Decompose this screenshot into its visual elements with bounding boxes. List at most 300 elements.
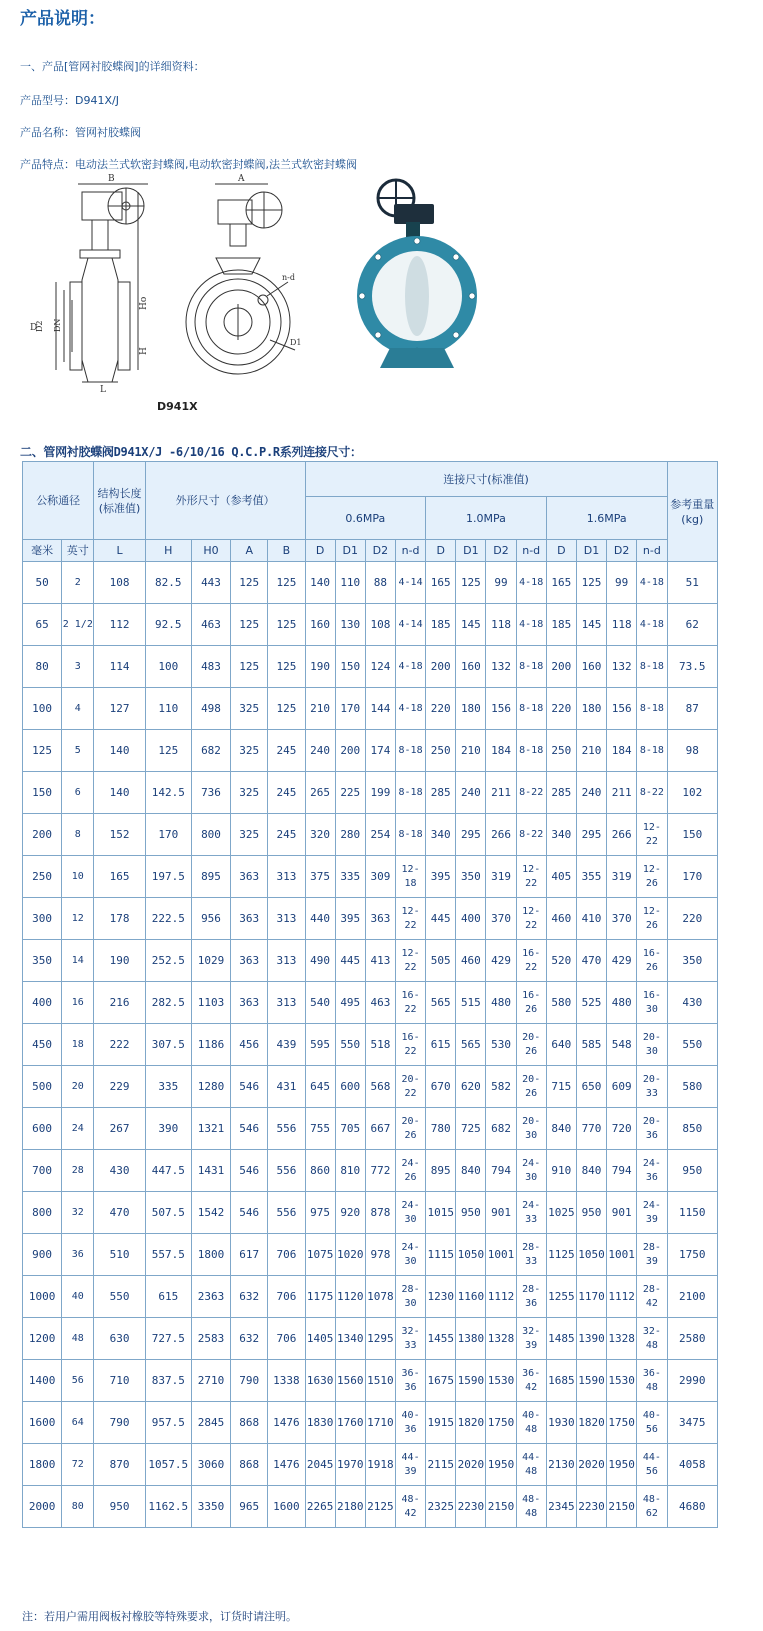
- table-cell: 82.5: [145, 562, 191, 604]
- header-reference-weight: 参考重量(kg): [667, 462, 717, 562]
- table-cell: 28-36: [516, 1276, 546, 1318]
- table-cell: 28-42: [637, 1276, 667, 1318]
- table-cell: 1750: [607, 1402, 637, 1444]
- table-cell: 178: [94, 898, 145, 940]
- table-cell: 546: [231, 1150, 268, 1192]
- table-cell: 20-22: [395, 1066, 425, 1108]
- table-cell: 350: [456, 856, 486, 898]
- valve-technical-drawing: [20, 170, 320, 400]
- table-cell: 794: [486, 1150, 516, 1192]
- table-cell: 950: [667, 1150, 717, 1192]
- table-cell: 197.5: [145, 856, 191, 898]
- table-row: [23, 1150, 718, 1192]
- table-cell: 1295: [365, 1318, 395, 1360]
- table-cell: 24-39: [637, 1192, 667, 1234]
- table-cell: 390: [145, 1108, 191, 1150]
- table-cell: 1950: [607, 1444, 637, 1486]
- table-cell: 325: [231, 814, 268, 856]
- table-cell: 736: [191, 772, 230, 814]
- intro-title: 一、产品[管网衬胶蝶阀]的详细资料：: [20, 60, 205, 73]
- table-cell: 772: [365, 1150, 395, 1192]
- table-cell: 1476: [268, 1402, 305, 1444]
- table-cell: 56: [62, 1360, 94, 1402]
- table-cell: 200: [426, 646, 456, 688]
- table-cell: 12-22: [637, 814, 667, 856]
- header-outer-dimensions: 外形尺寸（参考值）: [145, 462, 305, 540]
- table-cell: 1710: [365, 1402, 395, 1444]
- table-cell: 51: [667, 562, 717, 604]
- table-cell: 463: [191, 604, 230, 646]
- table-cell: 870: [94, 1444, 145, 1486]
- table-cell: 430: [94, 1150, 145, 1192]
- table-cell: 20: [62, 1066, 94, 1108]
- table-cell: 350: [667, 940, 717, 982]
- table-cell: 1915: [426, 1402, 456, 1444]
- table-cell: 140: [305, 562, 335, 604]
- table-cell: 460: [546, 898, 576, 940]
- table-cell: 252.5: [145, 940, 191, 982]
- table-cell: 174: [365, 730, 395, 772]
- table-cell: 80: [62, 1486, 94, 1528]
- table-cell: 1162.5: [145, 1486, 191, 1528]
- table-cell: 975: [305, 1192, 335, 1234]
- table-cell: 16-26: [516, 982, 546, 1024]
- subheader-cell: A: [231, 540, 268, 562]
- header-nominal-size: 公称通径: [23, 462, 94, 540]
- table-cell: 8-18: [637, 730, 667, 772]
- table-cell: 309: [365, 856, 395, 898]
- table-cell: 160: [576, 646, 606, 688]
- table-cell: 44-48: [516, 1444, 546, 1486]
- table-cell: 480: [486, 982, 516, 1024]
- table-cell: 2045: [305, 1444, 335, 1486]
- table-cell: 36: [62, 1234, 94, 1276]
- table-cell: 210: [576, 730, 606, 772]
- table-cell: 650: [576, 1066, 606, 1108]
- table-cell: 210: [456, 730, 486, 772]
- table-cell: 8-22: [637, 772, 667, 814]
- table-cell: 125: [456, 562, 486, 604]
- table-cell: 108: [365, 604, 395, 646]
- table-cell: 125: [145, 730, 191, 772]
- table-cell: 110: [145, 688, 191, 730]
- table-cell: 1150: [667, 1192, 717, 1234]
- table-cell: 285: [546, 772, 576, 814]
- table-row: [23, 562, 718, 604]
- table-cell: 100: [145, 646, 191, 688]
- table-cell: 100: [23, 688, 62, 730]
- table-cell: 1820: [456, 1402, 486, 1444]
- table-cell: 12-22: [395, 898, 425, 940]
- table-cell: 1800: [191, 1234, 230, 1276]
- table-cell: 1600: [23, 1402, 62, 1444]
- table-cell: 88: [365, 562, 395, 604]
- table-cell: 1125: [546, 1234, 576, 1276]
- table-cell: 145: [576, 604, 606, 646]
- table-cell: 430: [667, 982, 717, 1024]
- table-cell: 790: [94, 1402, 145, 1444]
- table-cell: 184: [486, 730, 516, 772]
- table-cell: 125: [268, 562, 305, 604]
- table-cell: 617: [231, 1234, 268, 1276]
- table-row: [23, 1402, 718, 1444]
- table-cell: 443: [191, 562, 230, 604]
- table-cell: 190: [305, 646, 335, 688]
- table-cell: 363: [365, 898, 395, 940]
- table-cell: 14: [62, 940, 94, 982]
- table-cell: 8-18: [395, 814, 425, 856]
- table-cell: 1590: [576, 1360, 606, 1402]
- table-cell: 800: [191, 814, 230, 856]
- table-cell: 950: [576, 1192, 606, 1234]
- table-cell: 2265: [305, 1486, 335, 1528]
- table-cell: 700: [23, 1150, 62, 1192]
- table-cell: 1431: [191, 1150, 230, 1192]
- table-cell: 165: [94, 856, 145, 898]
- table-cell: 395: [426, 856, 456, 898]
- table-cell: 632: [231, 1318, 268, 1360]
- table-cell: 706: [268, 1276, 305, 1318]
- table-cell: 36-36: [395, 1360, 425, 1402]
- table-cell: 250: [546, 730, 576, 772]
- table-cell: 565: [426, 982, 456, 1024]
- table-cell: 245: [268, 772, 305, 814]
- table-cell: 350: [23, 940, 62, 982]
- dim-l: L: [100, 385, 106, 395]
- table-cell: 80: [23, 646, 62, 688]
- table-cell: 1280: [191, 1066, 230, 1108]
- table-cell: 125: [576, 562, 606, 604]
- table-cell: 957.5: [145, 1402, 191, 1444]
- table-cell: 1405: [305, 1318, 335, 1360]
- table-cell: 1970: [335, 1444, 365, 1486]
- table-cell: 3060: [191, 1444, 230, 1486]
- table-cell: 2710: [191, 1360, 230, 1402]
- table-cell: 48-62: [637, 1486, 667, 1528]
- table-cell: 16-22: [395, 982, 425, 1024]
- table-cell: 240: [456, 772, 486, 814]
- subheader-cell: L: [94, 540, 145, 562]
- table-cell: 1510: [365, 1360, 395, 1402]
- table-cell: 837.5: [145, 1360, 191, 1402]
- table-cell: 295: [456, 814, 486, 856]
- table-cell: 118: [607, 604, 637, 646]
- table-cell: 222: [94, 1024, 145, 1066]
- subheader-cell: D: [546, 540, 576, 562]
- table-cell: 2150: [486, 1486, 516, 1528]
- table-cell: 850: [667, 1108, 717, 1150]
- table-cell: 220: [667, 898, 717, 940]
- table-cell: 170: [145, 814, 191, 856]
- table-cell: 1321: [191, 1108, 230, 1150]
- table-cell: 1103: [191, 982, 230, 1024]
- table-cell: 40-48: [516, 1402, 546, 1444]
- table-cell: 87: [667, 688, 717, 730]
- table-cell: 185: [546, 604, 576, 646]
- table-cell: 1112: [607, 1276, 637, 1318]
- table-cell: 580: [667, 1066, 717, 1108]
- table-cell: 3475: [667, 1402, 717, 1444]
- table-cell: 645: [305, 1066, 335, 1108]
- table-row: [23, 730, 718, 772]
- table-row: [23, 982, 718, 1024]
- product-name: 产品名称：管网衬胶蝶阀: [20, 126, 141, 139]
- table-cell: 546: [231, 1192, 268, 1234]
- table-cell: 770: [576, 1108, 606, 1150]
- subheader-cell: D2: [607, 540, 637, 562]
- table-cell: 200: [546, 646, 576, 688]
- table-cell: 518: [365, 1024, 395, 1066]
- table-cell: 1930: [546, 1402, 576, 1444]
- table-cell: 2230: [456, 1486, 486, 1528]
- table-cell: 1380: [456, 1318, 486, 1360]
- subheader-cell: D1: [456, 540, 486, 562]
- table-row: [23, 1066, 718, 1108]
- table-cell: 1328: [486, 1318, 516, 1360]
- table-cell: 1340: [335, 1318, 365, 1360]
- table-cell: 8: [62, 814, 94, 856]
- table-cell: 16-22: [395, 1024, 425, 1066]
- subheader-cell: n-d: [516, 540, 546, 562]
- table-cell: 900: [23, 1234, 62, 1276]
- table-cell: 48-48: [516, 1486, 546, 1528]
- table-cell: 2580: [667, 1318, 717, 1360]
- table-cell: 630: [94, 1318, 145, 1360]
- table-cell: 48: [62, 1318, 94, 1360]
- table-cell: 600: [335, 1066, 365, 1108]
- table-cell: 1000: [23, 1276, 62, 1318]
- table-cell: 28-39: [637, 1234, 667, 1276]
- table-row: [23, 1486, 718, 1528]
- table-cell: 557.5: [145, 1234, 191, 1276]
- table-cell: 363: [231, 856, 268, 898]
- table-cell: 6: [62, 772, 94, 814]
- table-cell: 2115: [426, 1444, 456, 1486]
- table-cell: 48-42: [395, 1486, 425, 1528]
- table-cell: 868: [231, 1402, 268, 1444]
- table-cell: 44-56: [637, 1444, 667, 1486]
- table-cell: 40-36: [395, 1402, 425, 1444]
- table-cell: 140: [94, 772, 145, 814]
- table-cell: 12-22: [516, 898, 546, 940]
- table-cell: 2: [62, 562, 94, 604]
- table-cell: 413: [365, 940, 395, 982]
- subheader-cell: H0: [191, 540, 230, 562]
- table-cell: 185: [426, 604, 456, 646]
- table-cell: 1542: [191, 1192, 230, 1234]
- table-cell: 280: [335, 814, 365, 856]
- table-cell: 132: [486, 646, 516, 688]
- table-cell: 895: [191, 856, 230, 898]
- table-cell: 755: [305, 1108, 335, 1150]
- table-cell: 325: [231, 730, 268, 772]
- table-cell: 1075: [305, 1234, 335, 1276]
- table-cell: 62: [667, 604, 717, 646]
- table-subheader-row: [23, 540, 718, 562]
- table-row: [23, 1444, 718, 1486]
- table-cell: 2583: [191, 1318, 230, 1360]
- table-cell: 12-26: [637, 898, 667, 940]
- table-cell: 1057.5: [145, 1444, 191, 1486]
- table-cell: 355: [576, 856, 606, 898]
- table-cell: 282.5: [145, 982, 191, 1024]
- table-cell: 245: [268, 814, 305, 856]
- table-cell: 220: [546, 688, 576, 730]
- table-cell: 2130: [546, 1444, 576, 1486]
- table-cell: 463: [365, 982, 395, 1024]
- table-row: [23, 898, 718, 940]
- subheader-cell: D1: [335, 540, 365, 562]
- table-cell: 507.5: [145, 1192, 191, 1234]
- table-row: [23, 1318, 718, 1360]
- subheader-cell: 毫米: [23, 540, 62, 562]
- table-cell: 1115: [426, 1234, 456, 1276]
- table-cell: 8-18: [516, 688, 546, 730]
- table-cell: 595: [305, 1024, 335, 1066]
- table-cell: 1390: [576, 1318, 606, 1360]
- table-cell: 670: [426, 1066, 456, 1108]
- table-cell: 568: [365, 1066, 395, 1108]
- table-cell: 190: [94, 940, 145, 982]
- table-cell: 28-33: [516, 1234, 546, 1276]
- table-cell: 950: [94, 1486, 145, 1528]
- table-cell: 490: [305, 940, 335, 982]
- table-cell: 125: [231, 562, 268, 604]
- table-cell: 254: [365, 814, 395, 856]
- table-cell: 1001: [486, 1234, 516, 1276]
- table-cell: 16: [62, 982, 94, 1024]
- table-cell: 620: [456, 1066, 486, 1108]
- table-cell: 295: [576, 814, 606, 856]
- table-cell: 140: [94, 730, 145, 772]
- table-cell: 160: [305, 604, 335, 646]
- table-cell: 405: [546, 856, 576, 898]
- table-cell: 1400: [23, 1360, 62, 1402]
- table-cell: 16-30: [637, 982, 667, 1024]
- table-cell: 395: [335, 898, 365, 940]
- header-structure-length: 结构长度(标准值): [94, 462, 145, 540]
- table-cell: 211: [607, 772, 637, 814]
- table-cell: 1328: [607, 1318, 637, 1360]
- table-cell: 320: [305, 814, 335, 856]
- table-cell: 794: [607, 1150, 637, 1192]
- table-row: [23, 1234, 718, 1276]
- table-row: [23, 772, 718, 814]
- table-cell: 240: [576, 772, 606, 814]
- table-cell: 530: [486, 1024, 516, 1066]
- table-cell: 124: [365, 646, 395, 688]
- connection-dimension-table: [22, 461, 718, 1528]
- table-cell: 1338: [268, 1360, 305, 1402]
- table-cell: 550: [335, 1024, 365, 1066]
- table-cell: 840: [546, 1108, 576, 1150]
- table-cell: 1050: [456, 1234, 486, 1276]
- figure-label: D941X: [157, 400, 198, 413]
- header-pressure-0.6: 0.6MPa: [305, 497, 426, 540]
- table-cell: 1530: [486, 1360, 516, 1402]
- table-cell: 65: [23, 604, 62, 646]
- table-cell: 1020: [335, 1234, 365, 1276]
- table-cell: 165: [546, 562, 576, 604]
- table-cell: 8-18: [637, 646, 667, 688]
- table-cell: 150: [335, 646, 365, 688]
- table-cell: 375: [305, 856, 335, 898]
- table-cell: 165: [426, 562, 456, 604]
- table-cell: 720: [607, 1108, 637, 1150]
- table-cell: 1175: [305, 1276, 335, 1318]
- table-cell: 265: [305, 772, 335, 814]
- table-cell: 28-30: [395, 1276, 425, 1318]
- table-cell: 1630: [305, 1360, 335, 1402]
- table-cell: 225: [335, 772, 365, 814]
- subheader-cell: B: [268, 540, 305, 562]
- table-row: [23, 604, 718, 646]
- table-cell: 1455: [426, 1318, 456, 1360]
- table-cell: 1230: [426, 1276, 456, 1318]
- table-cell: 439: [268, 1024, 305, 1066]
- table-cell: 340: [426, 814, 456, 856]
- table-cell: 156: [486, 688, 516, 730]
- table-cell: 24-30: [395, 1192, 425, 1234]
- table-cell: 8-22: [516, 814, 546, 856]
- table-cell: 710: [94, 1360, 145, 1402]
- table-cell: 24: [62, 1108, 94, 1150]
- table-cell: 199: [365, 772, 395, 814]
- table-cell: 4-18: [516, 562, 546, 604]
- table-cell: 24-26: [395, 1150, 425, 1192]
- table-row: [23, 1192, 718, 1234]
- table-cell: 24-36: [637, 1150, 667, 1192]
- table-cell: 445: [335, 940, 365, 982]
- table-cell: 447.5: [145, 1150, 191, 1192]
- table-cell: 556: [268, 1192, 305, 1234]
- table-cell: 965: [231, 1486, 268, 1528]
- table-cell: 2230: [576, 1486, 606, 1528]
- table-cell: 24-30: [395, 1234, 425, 1276]
- table-cell: 325: [231, 688, 268, 730]
- table-cell: 8-18: [637, 688, 667, 730]
- footnote: 注：若用户需用阀板衬橡胶等特殊要求，订货时请注明。: [22, 1610, 297, 1623]
- table-cell: 2000: [23, 1486, 62, 1528]
- header-pressure-1.6: 1.6MPa: [546, 497, 667, 540]
- table-cell: 2990: [667, 1360, 717, 1402]
- table-cell: 400: [456, 898, 486, 940]
- table-cell: 28: [62, 1150, 94, 1192]
- table-cell: 1160: [456, 1276, 486, 1318]
- table-cell: 220: [426, 688, 456, 730]
- table-cell: 12: [62, 898, 94, 940]
- table-cell: 8-22: [516, 772, 546, 814]
- table-cell: 363: [231, 898, 268, 940]
- subheader-cell: D: [426, 540, 456, 562]
- table-cell: 2125: [365, 1486, 395, 1528]
- table-row: [23, 1360, 718, 1402]
- table-cell: 840: [456, 1150, 486, 1192]
- table-cell: 1186: [191, 1024, 230, 1066]
- table-cell: 540: [305, 982, 335, 1024]
- table-cell: 144: [365, 688, 395, 730]
- table-cell: 1170: [576, 1276, 606, 1318]
- table-cell: 840: [576, 1150, 606, 1192]
- table-cell: 548: [607, 1024, 637, 1066]
- table-cell: 32: [62, 1192, 94, 1234]
- table-row: [23, 688, 718, 730]
- table-cell: 20-36: [637, 1108, 667, 1150]
- table-cell: 73.5: [667, 646, 717, 688]
- table-cell: 520: [546, 940, 576, 982]
- table-cell: 125: [23, 730, 62, 772]
- dim-a: A: [238, 174, 245, 184]
